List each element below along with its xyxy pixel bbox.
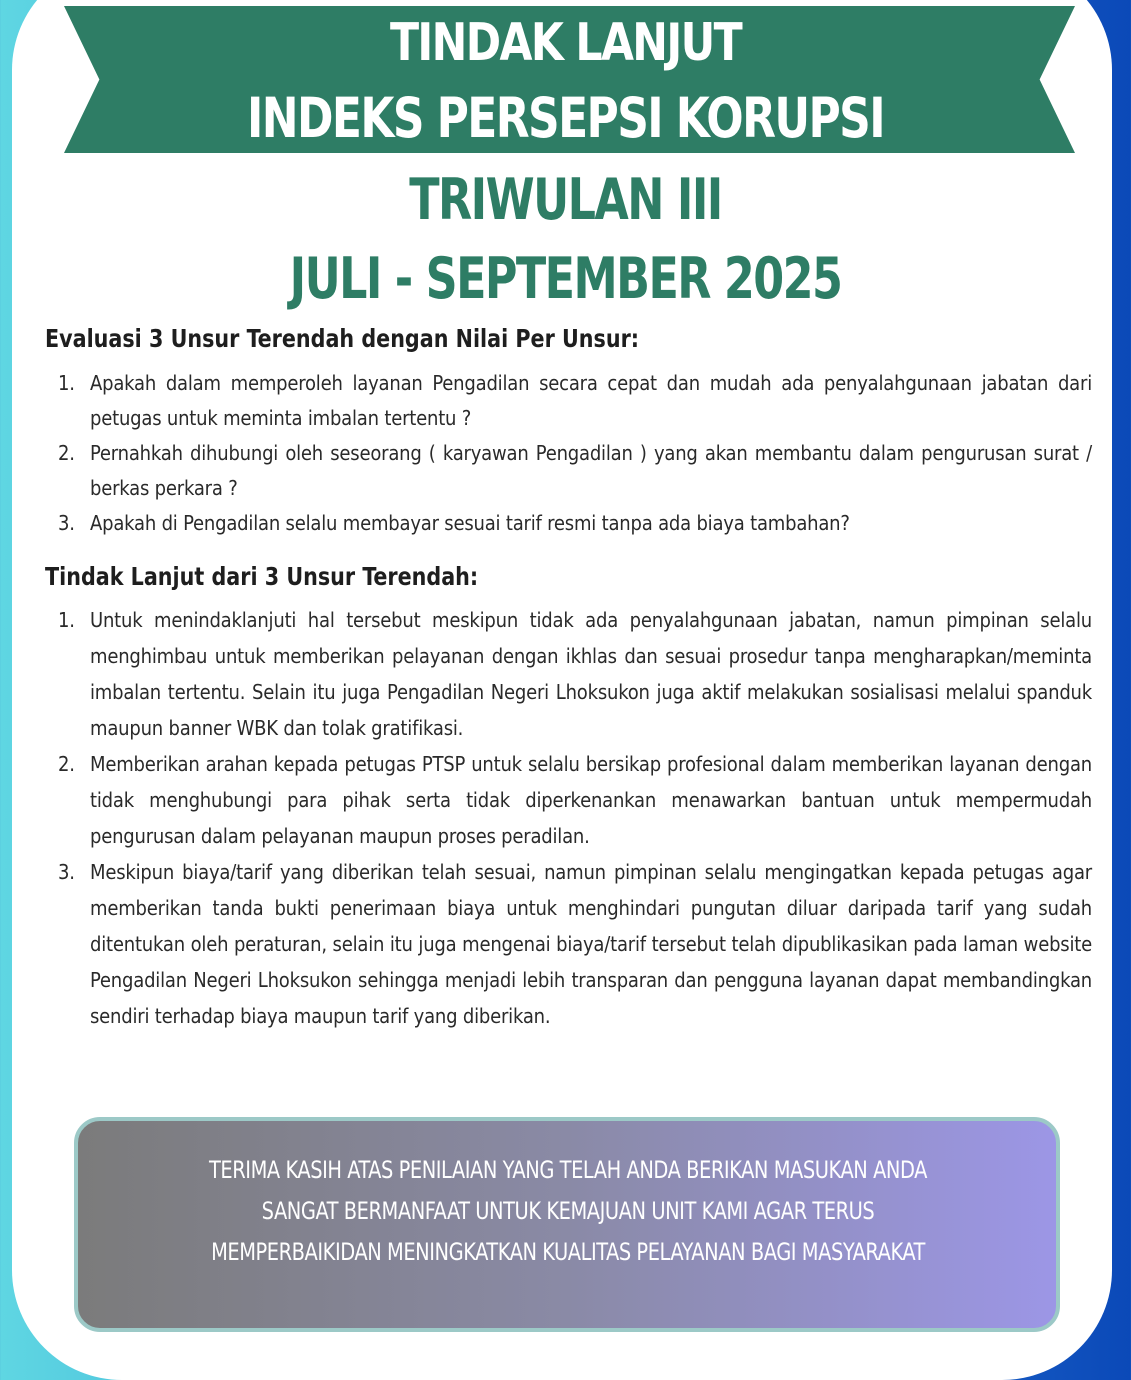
list-item [58,506,1092,541]
list-item [58,436,1092,505]
evaluation-heading: Evaluasi 3 Unsur Terendah dengan Nilai Per Unsur: [45,324,640,353]
thank-you-line2: SANGAT BERMANFAAT UNTUK KEMAJUAN UNIT KAMI AGAR TERUS [261,1197,875,1225]
item-text: Untuk menindaklanjuti hal tersebut meskipun tidak ada penyalahgunaan jabatan, namun pimpinan selalu menghimbau untuk memberikan pelayanan dengan ikhlas dan sesuai prosedur tanpa mengharapkan/meminta imbalan tertentu. Selain itu juga Pengadilan Negeri Lhoksukon juga aktif melakukan sosialisasi melalui spanduk maupun banner WBK dan tolak gratifikasi. [90,608,1092,740]
item-number: 3. [58,860,75,884]
thank-you-line1: TERIMA KASIH ATAS PENILAIAN YANG TELAH ANDA BERIKAN MASUKAN ANDA [208,1156,928,1184]
evaluation-list [58,366,1092,542]
item-text: Pernahkah dihubungi oleh seseorang ( karyawan Pengadilan ) yang akan membantu dalam pengurusan surat / berkas perkara ? [90,441,1092,500]
period-dates: JULI - SEPTEMBER 2025 [289,246,842,312]
follow-up-list [58,602,1092,1034]
list-item [58,746,1092,854]
item-number: 1. [58,371,75,395]
item-text: Memberikan arahan kepada petugas PTSP untuk selalu bersikap profesional dalam memberikan layanan dengan tidak menghubungi para pihak serta tidak diperkenankan menawarkan bantuan untuk mempermudah pengurusan dalam pelayanan maupun proses peradilan. [90,752,1092,848]
item-text: Apakah dalam memperoleh layanan Pengadilan secara cepat dan mudah ada penyalahgunaan jabatan dari petugas untuk meminta imbalan tertentu ? [90,371,1092,430]
item-number: 1. [58,608,75,632]
item-text: Apakah di Pengadilan selalu membayar sesuai tarif resmi tanpa ada biaya tambahan? [90,511,850,535]
item-number: 2. [58,752,75,776]
thank-you-line3: MEMPERBAIKIDAN MENINGKATKAN KUALITAS PELAYANAN BAGI MASYARAKAT [211,1238,925,1266]
item-number: 3. [58,511,75,535]
follow-up-heading: Tindak Lanjut dari 3 Unsur Terendah: [45,562,479,591]
item-text: Meskipun biaya/tarif yang diberikan telah sesuai, namun pimpinan selalu mengingatkan kepada petugas agar memberikan tanda bukti penerimaan biaya untuk menghindari pungutan diluar daripada tarif yang sudah ditentukan oleh peraturan, selain itu juga mengenai biaya/tarif tersebut telah dipublikasikan pada laman website Pengadilan Negeri Lhoksukon sehingga menjadi lebih transparan dan pengguna layanan dapat membandingkan sendiri terhadap biaya maupun tarif yang diberikan. [90,860,1092,1028]
list-item [58,366,1092,435]
list-item [58,854,1092,1034]
list-item [58,602,1092,746]
period-title: TRIWULAN III [409,167,722,233]
ribbon-title-line2: INDEKS PERSEPSI KORUPSI [246,86,885,150]
ribbon-title-line1: TINDAK LANJUT [389,13,742,73]
item-number: 2. [58,441,75,465]
